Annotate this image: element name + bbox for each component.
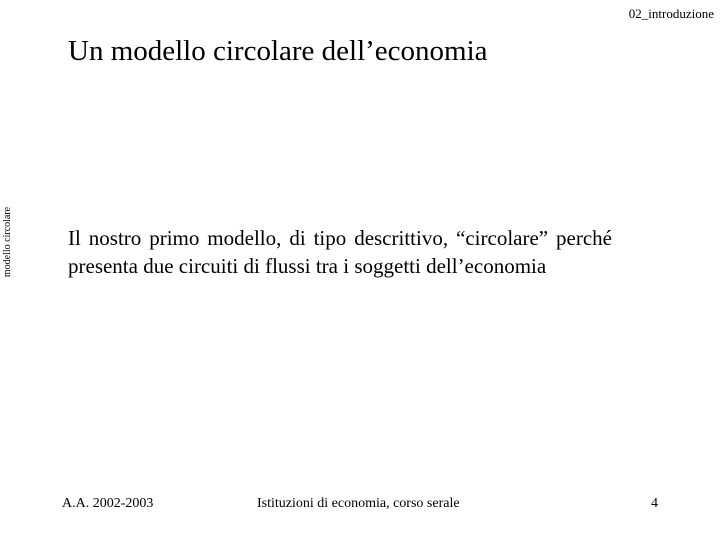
footer-academic-year: A.A. 2002-2003 [62, 496, 154, 511]
side-label [1, 192, 15, 292]
slide-title: Un modello circolare dell’economia [68, 35, 488, 67]
side-label-text: modello circolare [2, 206, 13, 278]
footer-page-number: 4 [651, 496, 658, 511]
section-label: 02_introduzione [628, 6, 714, 21]
footer-course-name: Istituzioni di economia, corso serale [257, 496, 460, 511]
body-paragraph: Il nostro primo modello, di tipo descrittivo, “circolare” perché presenta due circuiti di flussi tra i soggetti dell’economia [68, 226, 612, 278]
